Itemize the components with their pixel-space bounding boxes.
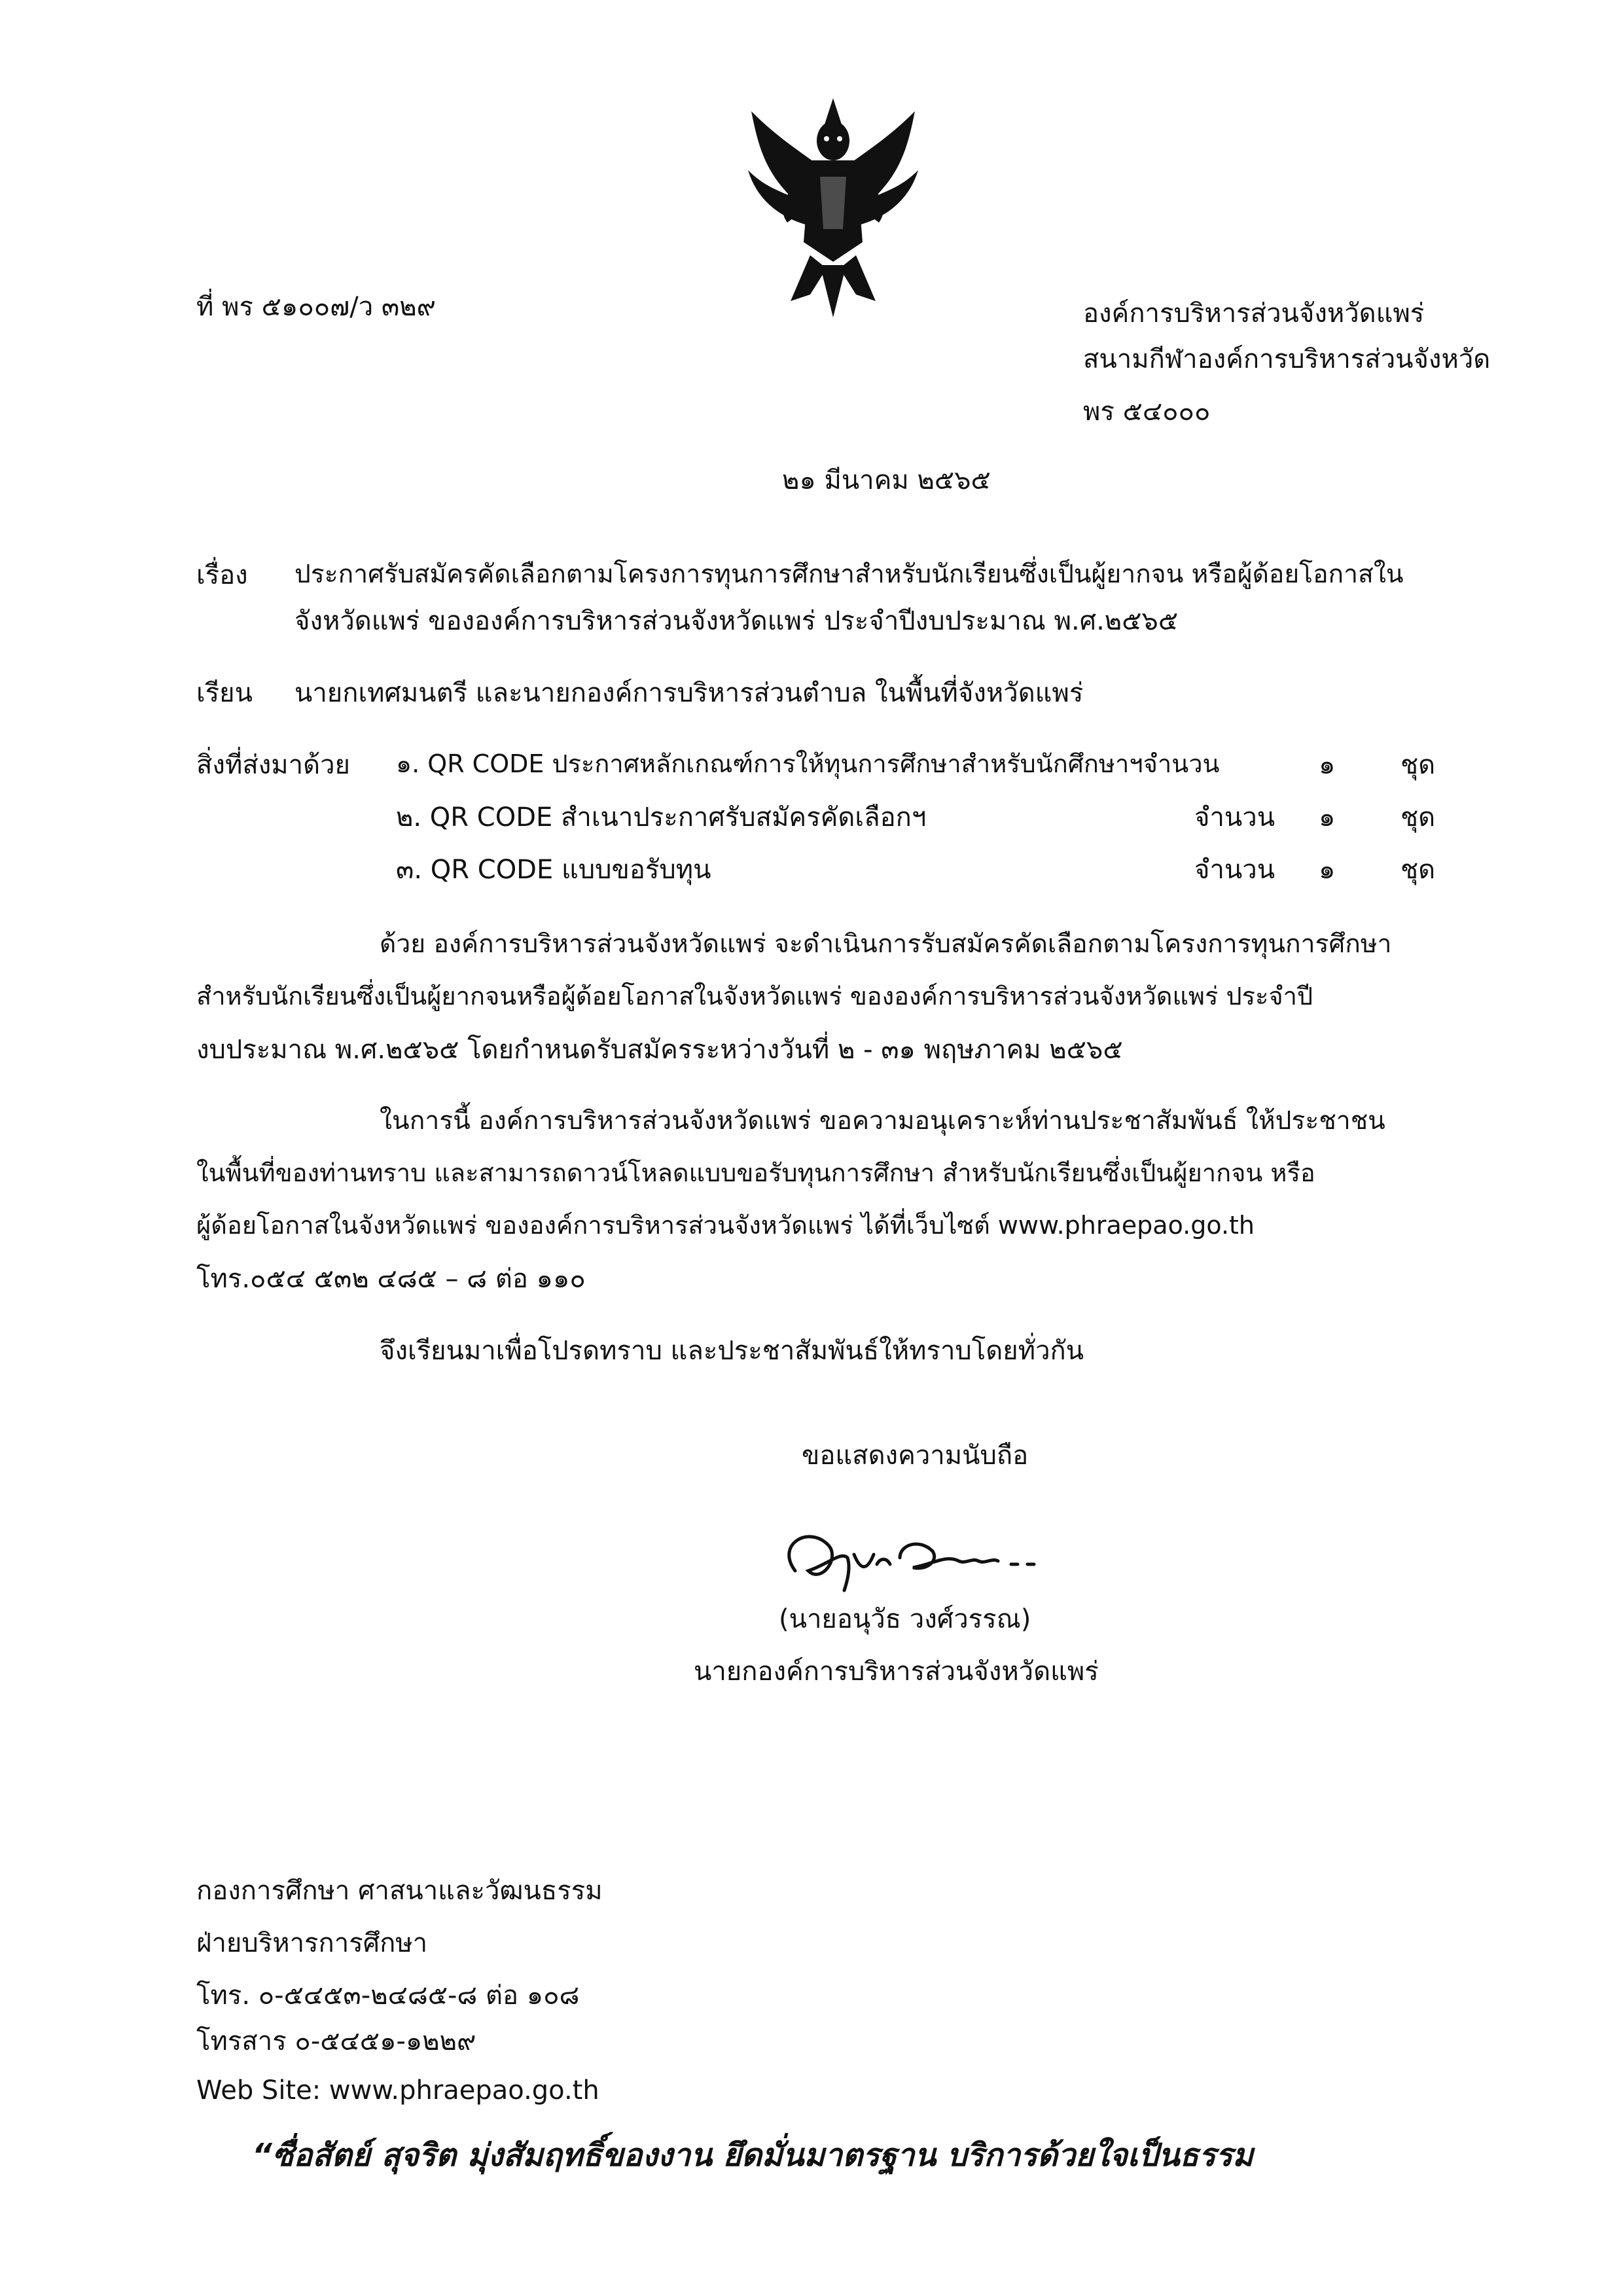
closing-text: จึงเรียนมาเพื่อโปรดทราบ และประชาสัมพันธ์ให้ทราบโดยทั่วกัน [380, 1336, 1084, 1366]
enclosure-item: ๓. QR CODE แบบขอรับทุน [396, 855, 711, 885]
paragraph-1-line: ด้วย องค์การบริหารส่วนจังหวัดแพร่ จะดำเนินการรับสมัครคัดเลือกตามโครงการทุนการศึกษา [380, 929, 1392, 959]
sender-address-line1: องค์การบริหารส่วนจังหวัดแพร่ [1083, 298, 1425, 329]
enclosure-unit: ชุด [1400, 802, 1436, 833]
sender-address-line3: พร ๕๔๐๐๐ [1083, 397, 1211, 427]
recipient-text: นายกเทศมนตรี และนายกองค์การบริหารส่วนตำบล ในพื้นที่จังหวัดแพร่ [294, 678, 1084, 708]
reference-number: ที่ พร ๕๑๐๐๗/ว ๓๒๙ [196, 292, 436, 322]
subject-label: เรื่อง [196, 560, 248, 590]
enclosures-label: สิ่งที่ส่งมาด้วย [196, 750, 350, 780]
organization-motto: “ซื่อสัตย์ สุจริต มุ่งสัมฤทธิ์ของงาน ยึดมั่นมาตรฐาน บริการด้วยใจเป็นธรรม [252, 2137, 1254, 2174]
footer-fax: โทรสาร ๐-๕๔๕๑-๑๒๒๙ [196, 2026, 476, 2056]
enclosure-qty: ๑ [1319, 855, 1336, 885]
recipient-label: เรียน [196, 678, 253, 708]
enclosure-item: ๒. QR CODE สำเนาประกาศรับสมัครคัดเลือกฯ [396, 802, 927, 833]
enclosure-unit: ชุด [1400, 855, 1436, 885]
sender-address-line2: สนามกีฬาองค์การบริหารส่วนจังหวัด [1083, 344, 1491, 374]
footer-website: Web Site: www.phraepao.go.th [196, 2075, 599, 2106]
footer-section: ฝ่ายบริหารการศึกษา [196, 1928, 428, 1958]
enclosure-qty-label: จำนวน [1194, 802, 1275, 833]
enclosure-unit: ชุด [1400, 750, 1436, 780]
footer-division: กองการศึกษา ศาสนาและวัฒนธรรม [196, 1876, 603, 1906]
footer-tel: โทร. ๐-๕๔๕๓-๒๔๘๕-๘ ต่อ ๑๐๘ [196, 1981, 580, 2011]
paragraph-2-line: ในการนี้ องค์การบริหารส่วนจังหวัดแพร่ ขอความอนุเคราะห์ท่านประชาสัมพันธ์ ให้ประชาชน [380, 1106, 1385, 1136]
subject-line2: จังหวัดแพร่ ขององค์การบริหารส่วนจังหวัดแพร่ ประจำปีงบประมาณ พ.ศ.๒๕๖๕ [294, 606, 1179, 636]
paragraph-2-line: โทร.๐๕๔ ๕๓๒ ๔๘๕ – ๘ ต่อ ๑๑๐ [196, 1264, 586, 1294]
garuda-emblem-icon [738, 98, 928, 321]
paragraph-2-line: ในพื้นที่ของท่านทราบ และสามารถดาวน์โหลดแบบขอรับทุนการศึกษา สำหรับนักเรียนซึ่งเป็นผู้ยากจน หรือ [196, 1158, 1315, 1187]
signer-name: (นายอนุวัธ วงศ์วรรณ) [779, 1604, 1031, 1634]
enclosure-item: ๑. QR CODE ประกาศหลักเกณฑ์การให้ทุนการศึกษาสำหรับนักศึกษาฯจำนวน [396, 749, 1220, 778]
paragraph-1-line: สำหรับนักเรียนซึ่งเป็นผู้ยากจนหรือผู้ด้อยโอกาสในจังหวัดแพร่ ขององค์การบริหารส่วนจังหวัดแพร่ ประจำปี [196, 982, 1313, 1011]
paragraph-2-line: ผู้ด้อยโอกาสในจังหวัดแพร่ ขององค์การบริหารส่วนจังหวัดแพร่ ได้ที่เว็บไซต์ www.phraepao.go.th [196, 1211, 1255, 1240]
enclosure-qty-label: จำนวน [1194, 855, 1275, 885]
letter-date: ๒๑ มีนาคม ๒๕๖๕ [782, 465, 991, 495]
enclosure-qty: ๑ [1319, 750, 1336, 780]
signer-position: นายกองค์การบริหารส่วนจังหวัดแพร่ [694, 1657, 1099, 1687]
regards-text: ขอแสดงความนับถือ [802, 1441, 1029, 1471]
signature-icon [769, 1518, 1083, 1597]
paragraph-1-line: งบประมาณ พ.ศ.๒๕๖๕ โดยกำหนดรับสมัครระหว่างวันที่ ๒ - ๓๑ พฤษภาคม ๒๕๖๕ [196, 1035, 1123, 1065]
enclosure-qty: ๑ [1319, 802, 1336, 833]
subject-line1: ประกาศรับสมัครคัดเลือกตามโครงการทุนการศึกษาสำหรับนักเรียนซึ่งเป็นผู้ยากจน หรือผู้ด้อยโอกาสใน [294, 560, 1404, 589]
